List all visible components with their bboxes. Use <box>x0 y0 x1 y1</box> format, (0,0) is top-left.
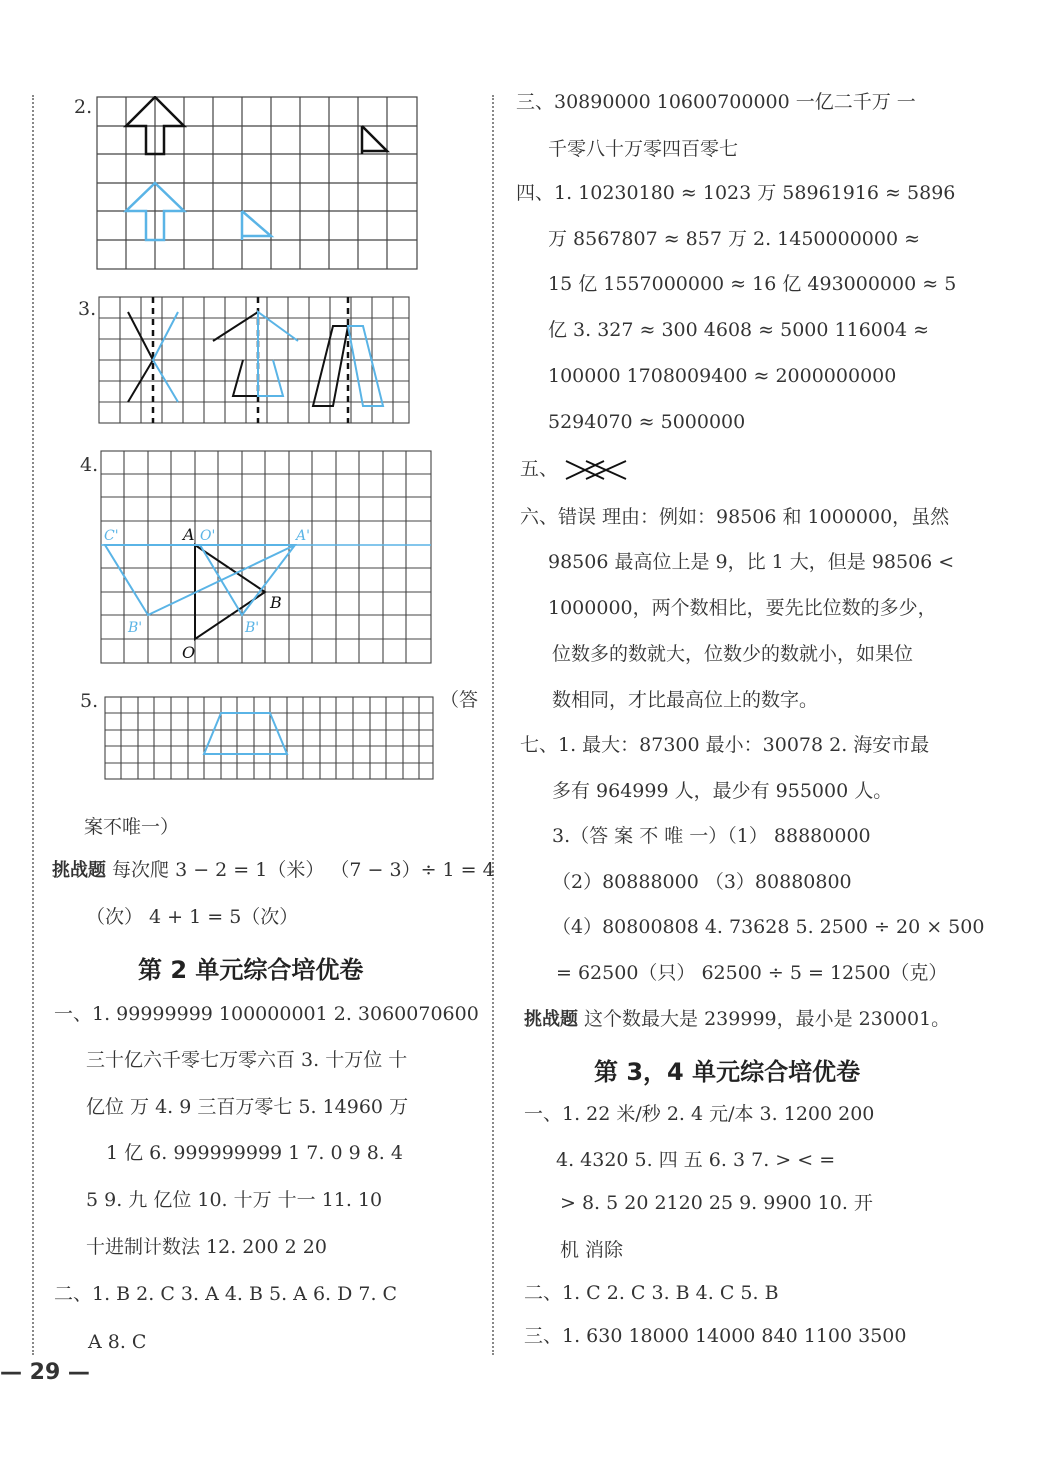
column-divider <box>492 95 494 1355</box>
label-B-prime-1: B' <box>128 620 143 636</box>
fig-label-5: 5. <box>80 690 99 712</box>
r-challenge-label: 挑战题 <box>524 1009 578 1030</box>
challenge-text-1: 每次爬 3 − 2 = 1（米） （7 − 3）÷ 1 = 4 <box>112 859 495 881</box>
page-number: — 29 — <box>0 1360 90 1385</box>
challenge-line-2: （次） 4 + 1 = 5（次） <box>86 906 299 928</box>
u2-line-8: A 8. C <box>88 1331 147 1353</box>
u2-line-4: 1 亿 6. 999999999 1 7. 0 9 8. 4 <box>106 1142 403 1164</box>
r-line-2: 千零八十万零四百零七 <box>548 138 739 160</box>
grid-figure-2 <box>96 96 420 272</box>
r-line-11: 98506 最高位上是 9，比 1 大，但是 98506 < <box>548 551 955 573</box>
fig-label-4: 4. <box>80 454 99 476</box>
u34-line-3: > 8. 5 20 2120 25 9. 9900 10. 开 <box>560 1192 873 1214</box>
label-O: O <box>182 643 196 662</box>
r-line-14: 数相同，才比最高位上的数字。 <box>552 689 819 711</box>
fig-label-3: 3. <box>78 298 97 320</box>
fig5-note-2: 案不唯一） <box>84 816 180 838</box>
u34-line-1: 一、1. 22 米/秒 2. 4 元/本 3. 1200 200 <box>524 1103 875 1125</box>
r-line-1: 三、30890000 10600700000 一亿二千万 一 <box>516 91 916 113</box>
fig5-note-1: （答 <box>440 689 479 711</box>
challenge-line-1 <box>52 858 495 883</box>
r-line-12: 1000000，两个数相比，要先比位数的多少， <box>548 597 937 619</box>
r-line-17: 3.（答 案 不 唯 一）（1） 88880000 <box>552 825 871 847</box>
grid-figure-4 <box>100 450 434 666</box>
r-challenge-text: 这个数最大是 239999，最小是 230001。 <box>584 1008 951 1030</box>
label-A: A <box>183 525 195 544</box>
flag-shape-blue <box>242 211 271 240</box>
u2-line-5: 5 9. 九 亿位 10. 十万 十一 11. 10 <box>86 1189 383 1211</box>
fig-label-2: 2. <box>74 96 93 118</box>
r-line-3: 四、1. 10230180 ≈ 1023 万 58961916 ≈ 5896 <box>516 182 956 204</box>
r-line-4: 万 8567807 ≈ 857 万 2. 1450000000 ≈ <box>548 228 921 250</box>
r-line-7: 100000 1708009400 ≈ 2000000000 <box>548 365 897 387</box>
u34-line-4: 机 消除 <box>560 1239 624 1261</box>
r-line-16: 多有 964999 人，最少有 955000 人。 <box>552 780 893 802</box>
flag-shape-black <box>362 126 387 154</box>
r-line-5: 15 亿 1557000000 ≈ 16 亿 493000000 ≈ 5 <box>548 273 957 295</box>
label-B-prime-2: B' <box>245 620 260 636</box>
u34-line-2: 4. 4320 5. 四 五 6. 3 7. > < = <box>556 1149 836 1171</box>
unit34-title: 第 3，4 单元综合培优卷 <box>594 1058 861 1086</box>
r-line-19: （4）80800808 4. 73628 5. 2500 ÷ 20 × 500 <box>552 916 985 938</box>
left-margin-divider <box>32 95 34 1355</box>
r-line-13: 位数多的数就大，位数少的数就小，如果位 <box>552 643 914 665</box>
r-line-15: 七、1. 最大：87300 最小：30078 2. 海安市最 <box>520 734 930 756</box>
u34-line-6: 三、1. 630 18000 14000 840 1100 3500 <box>524 1325 907 1347</box>
unit2-title: 第 2 单元综合培优卷 <box>138 956 364 984</box>
section-five-label: 五、 <box>520 458 559 480</box>
r-line-18: （2）80888000 （3）80880800 <box>552 871 852 893</box>
u2-line-1: 一、1. 99999999 100000001 2. 3060070600 <box>54 1003 479 1025</box>
r-line-20: = 62500（只） 62500 ÷ 5 = 12500（克） <box>556 962 948 984</box>
r-challenge-line <box>524 1007 950 1032</box>
label-B: B <box>270 593 282 612</box>
u2-line-2: 三十亿六千零七万零六百 3. 十万位 十 <box>86 1049 408 1071</box>
u2-line-6: 十进制计数法 12. 200 2 20 <box>86 1236 327 1258</box>
u34-line-5: 二、1. C 2. C 3. B 4. C 5. B <box>524 1282 779 1304</box>
r-line-6: 亿 3. 327 ≈ 300 4608 ≈ 5000 116004 ≈ <box>548 319 930 341</box>
r-line-8: 5294070 ≈ 5000000 <box>548 411 746 433</box>
challenge-label: 挑战题 <box>52 860 106 881</box>
grid-figure-3 <box>98 296 412 426</box>
r-line-10: 六、错误 理由：例如：98506 和 1000000，虽然 <box>520 506 950 528</box>
label-O-prime: O' <box>200 528 216 544</box>
label-C-prime: C' <box>104 528 119 544</box>
grid-figure-5 <box>104 696 436 782</box>
label-A-prime: A' <box>296 528 310 544</box>
matching-lines-icon <box>564 457 628 483</box>
u2-line-7: 二、1. B 2. C 3. A 4. B 5. A 6. D 7. C <box>54 1283 398 1305</box>
r-line-9 <box>520 457 628 483</box>
u2-line-3: 亿位 万 4. 9 三百万零七 5. 14960 万 <box>86 1096 409 1118</box>
